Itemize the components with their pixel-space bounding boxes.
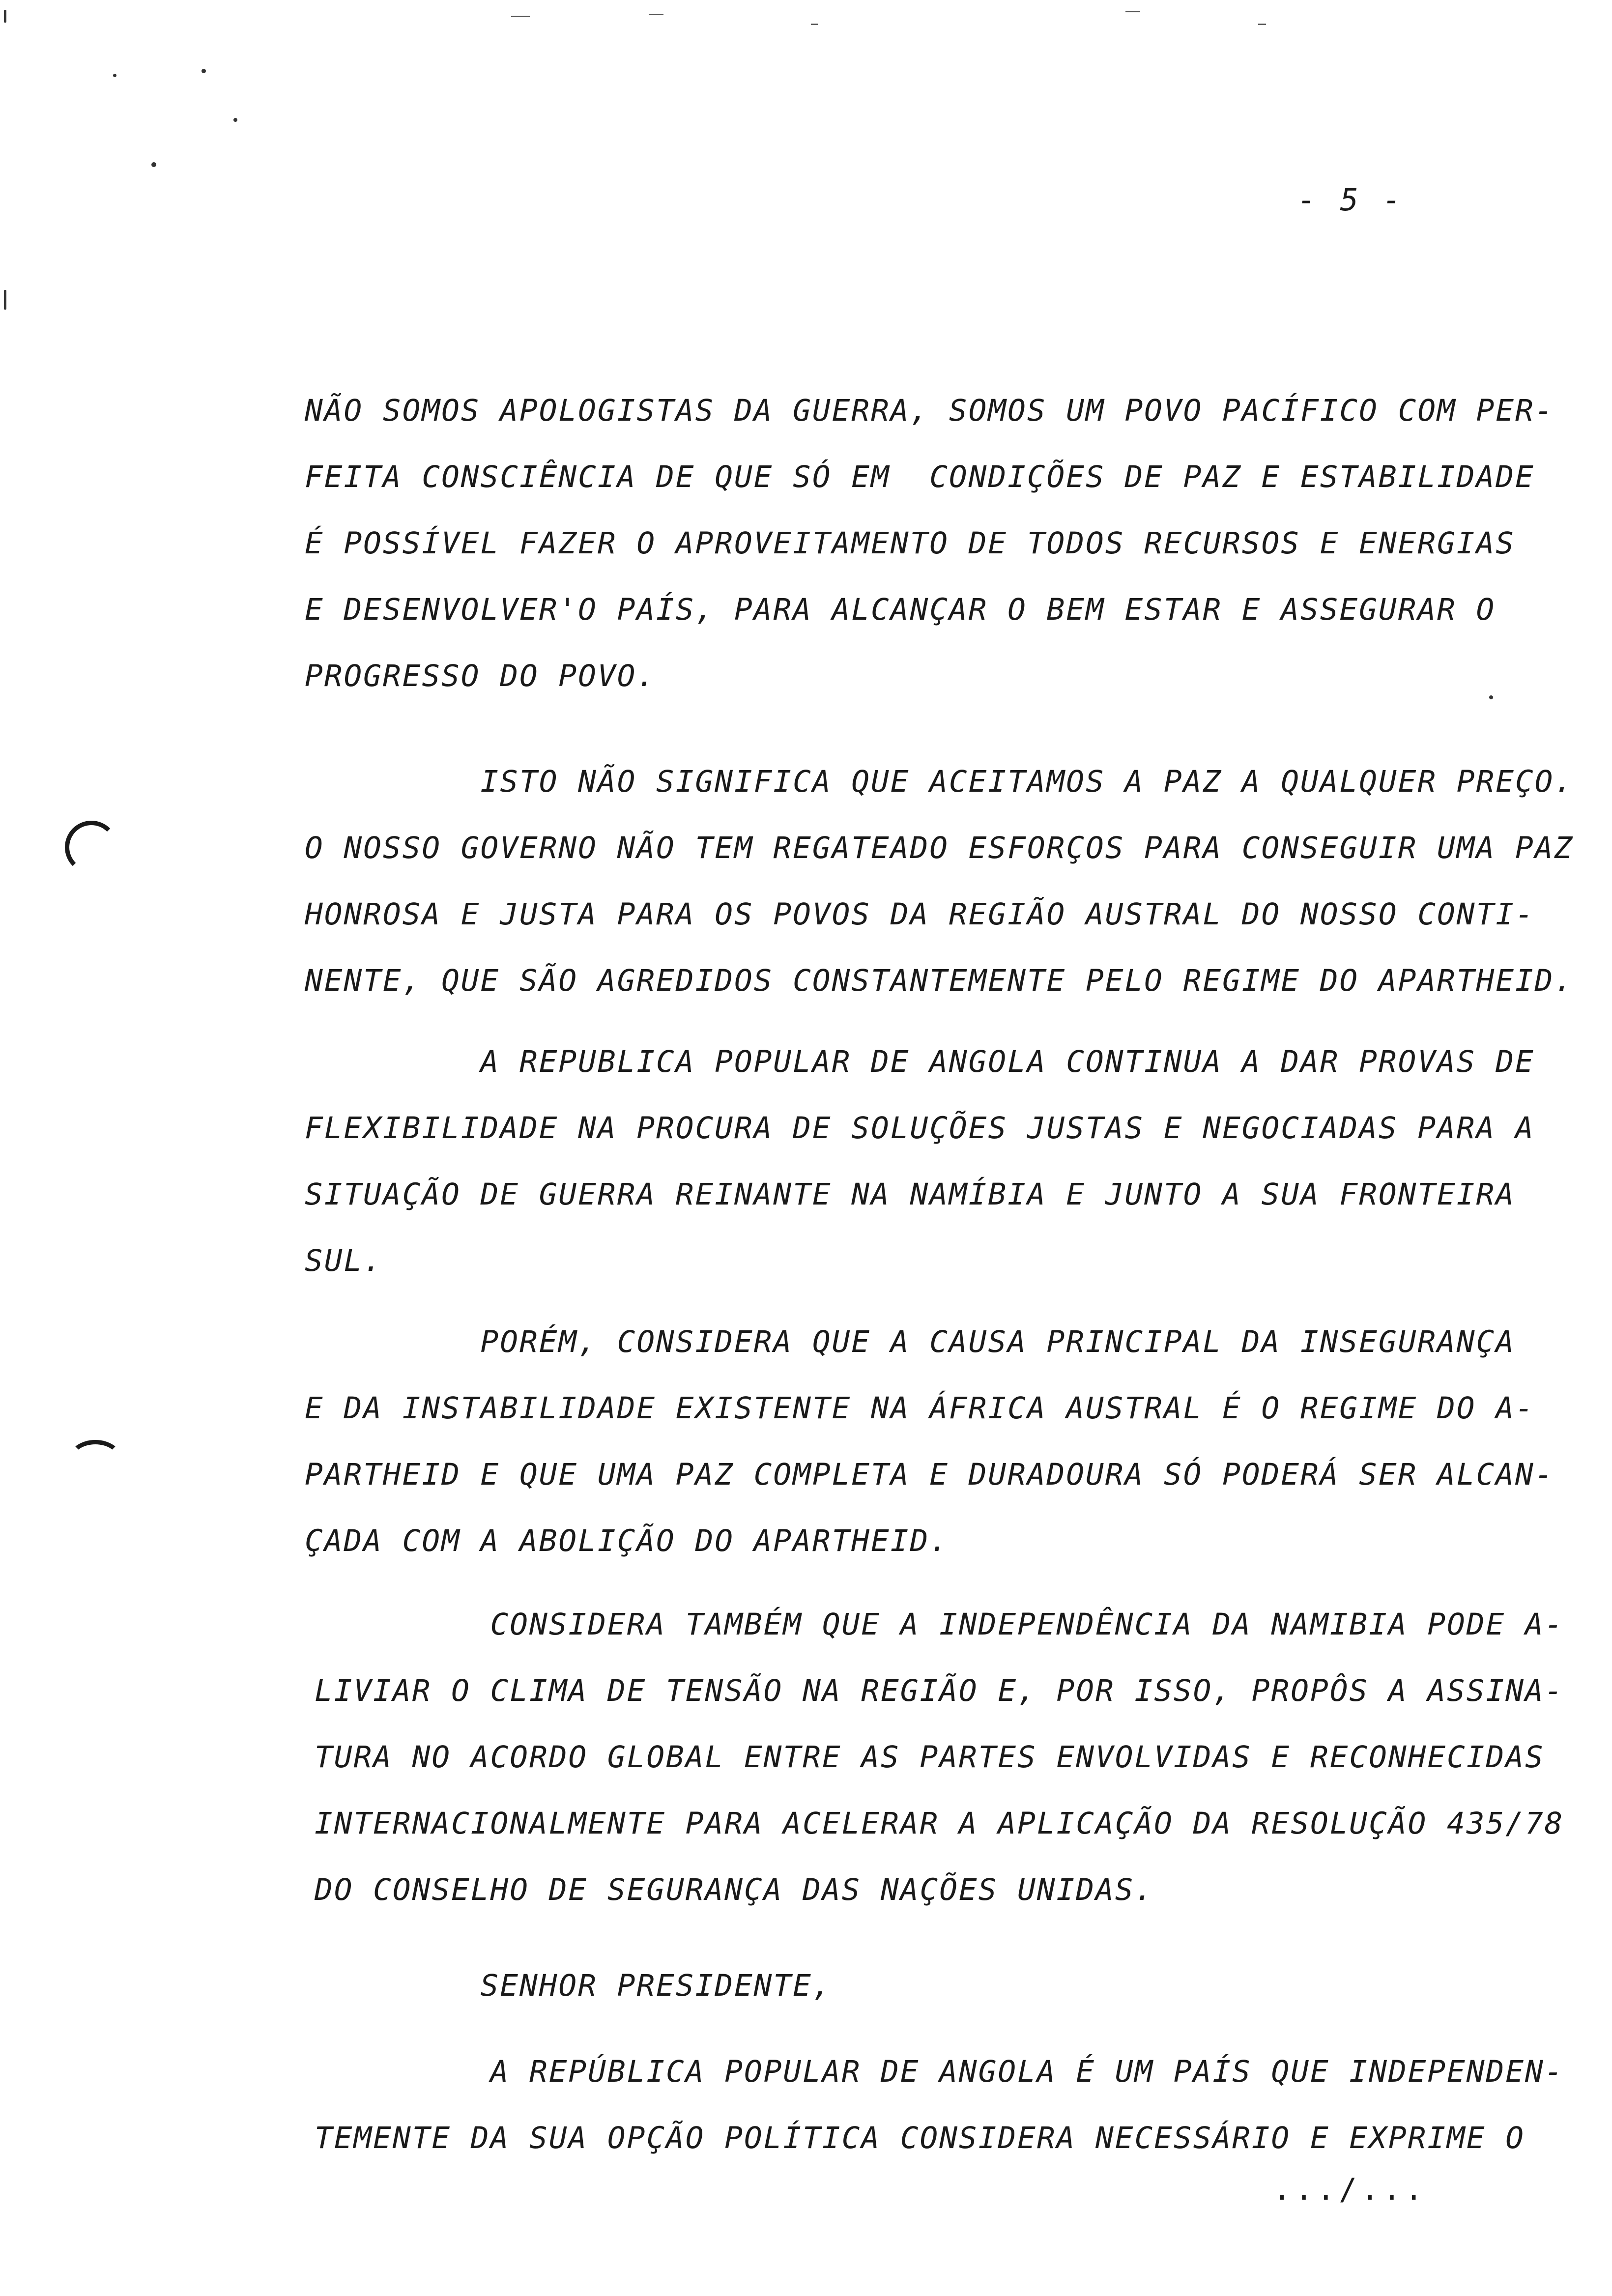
- scan-dash: [649, 14, 663, 15]
- text-line: FLEXIBILIDADE NA PROCURA DE SOLUÇÕES JUSTAS E NEGOCIADAS PARA A: [305, 1111, 1535, 1146]
- text-line: O NOSSO GOVERNO NÃO TEM REGATEADO ESFORÇOS PARA CONSEGUIR UMA PAZ: [305, 831, 1574, 865]
- text-line: HONROSA E JUSTA PARA OS POVOS DA REGIÃO AUSTRAL DO NOSSO CONTI-: [305, 897, 1535, 932]
- text-line: E DA INSTABILIDADE EXISTENTE NA ÁFRICA AUSTRAL É O REGIME DO A-: [305, 1391, 1535, 1426]
- text-line: A REPÚBLICA POPULAR DE ANGOLA É UM PAÍS QUE INDEPENDEN-: [315, 2054, 1564, 2089]
- hole-punch-mark: [65, 821, 118, 874]
- scan-dash: [1125, 11, 1140, 12]
- text-line: SUL.: [305, 1243, 383, 1278]
- scan-speck: [202, 69, 206, 73]
- scan-speck: [4, 10, 6, 23]
- text-line: TURA NO ACORDO GLOBAL ENTRE AS PARTES ENVOLVIDAS E RECONHECIDAS: [315, 1740, 1545, 1775]
- text-line: ÇADA COM A ABOLIÇÃO DO APARTHEID.: [305, 1523, 949, 1558]
- text-line: ISTO NÃO SIGNIFICA QUE ACEITAMOS A PAZ A QUALQUER PREÇO.: [305, 764, 1574, 799]
- text-line: E DESENVOLVER'O PAÍS, PARA ALCANÇAR O BEM ESTAR E ASSEGURAR O: [305, 592, 1496, 627]
- text-line: LIVIAR O CLIMA DE TENSÃO NA REGIÃO E, POR ISSO, PROPÔS A ASSINA-: [315, 1673, 1564, 1708]
- text-line: A REPUBLICA POPULAR DE ANGOLA CONTINUA A DAR PROVAS DE: [305, 1044, 1535, 1079]
- text-line: NÃO SOMOS APOLOGISTAS DA GUERRA, SOMOS UM POVO PACÍFICO COM PER-: [305, 393, 1554, 428]
- text-line: CONSIDERA TAMBÉM QUE A INDEPENDÊNCIA DA NAMIBIA PODE A-: [315, 1607, 1564, 1642]
- hole-punch-mark: [69, 1440, 122, 1478]
- text-line: FEITA CONSCIÊNCIA DE QUE SÓ EM CONDIÇÕES DE PAZ E ESTABILIDADE: [305, 459, 1535, 494]
- text-line: SITUAÇÃO DE GUERRA REINANTE NA NAMÍBIA E JUNTO A SUA FRONTEIRA: [305, 1177, 1515, 1212]
- continuation-marker: .../...: [1273, 2172, 1427, 2207]
- text-line: SENHOR PRESIDENTE,: [305, 1968, 832, 2003]
- text-line: PROGRESSO DO POVO.: [305, 659, 657, 693]
- page-number: - 5 -: [1297, 182, 1404, 218]
- scan-speck: [233, 118, 237, 122]
- scan-speck: [4, 290, 6, 310]
- text-line: NENTE, QUE SÃO AGREDIDOS CONSTANTEMENTE PELO REGIME DO APARTHEID.: [305, 963, 1574, 998]
- text-line: TEMENTE DA SUA OPÇÃO POLÍTICA CONSIDERA NECESSÁRIO E EXPRIME O: [315, 2121, 1525, 2155]
- scan-speck: [151, 162, 156, 167]
- scan-dash: [511, 16, 530, 17]
- text-line: PORÉM, CONSIDERA QUE A CAUSA PRINCIPAL DA INSEGURANÇA: [305, 1324, 1515, 1359]
- scan-speck: [1489, 695, 1493, 699]
- scan-speck: [113, 74, 116, 77]
- text-line: INTERNACIONALMENTE PARA ACELERAR A APLICAÇÃO DA RESOLUÇÃO 435/78: [315, 1806, 1564, 1841]
- text-line: DO CONSELHO DE SEGURANÇA DAS NAÇÕES UNIDAS.: [315, 1872, 1154, 1907]
- text-line: É POSSÍVEL FAZER O APROVEITAMENTO DE TODOS RECURSOS E ENERGIAS: [305, 526, 1515, 561]
- text-line: PARTHEID E QUE UMA PAZ COMPLETA E DURADOURA SÓ PODERÁ SER ALCAN-: [305, 1457, 1554, 1492]
- scan-dash: [811, 24, 818, 25]
- scan-dash: [1258, 24, 1266, 25]
